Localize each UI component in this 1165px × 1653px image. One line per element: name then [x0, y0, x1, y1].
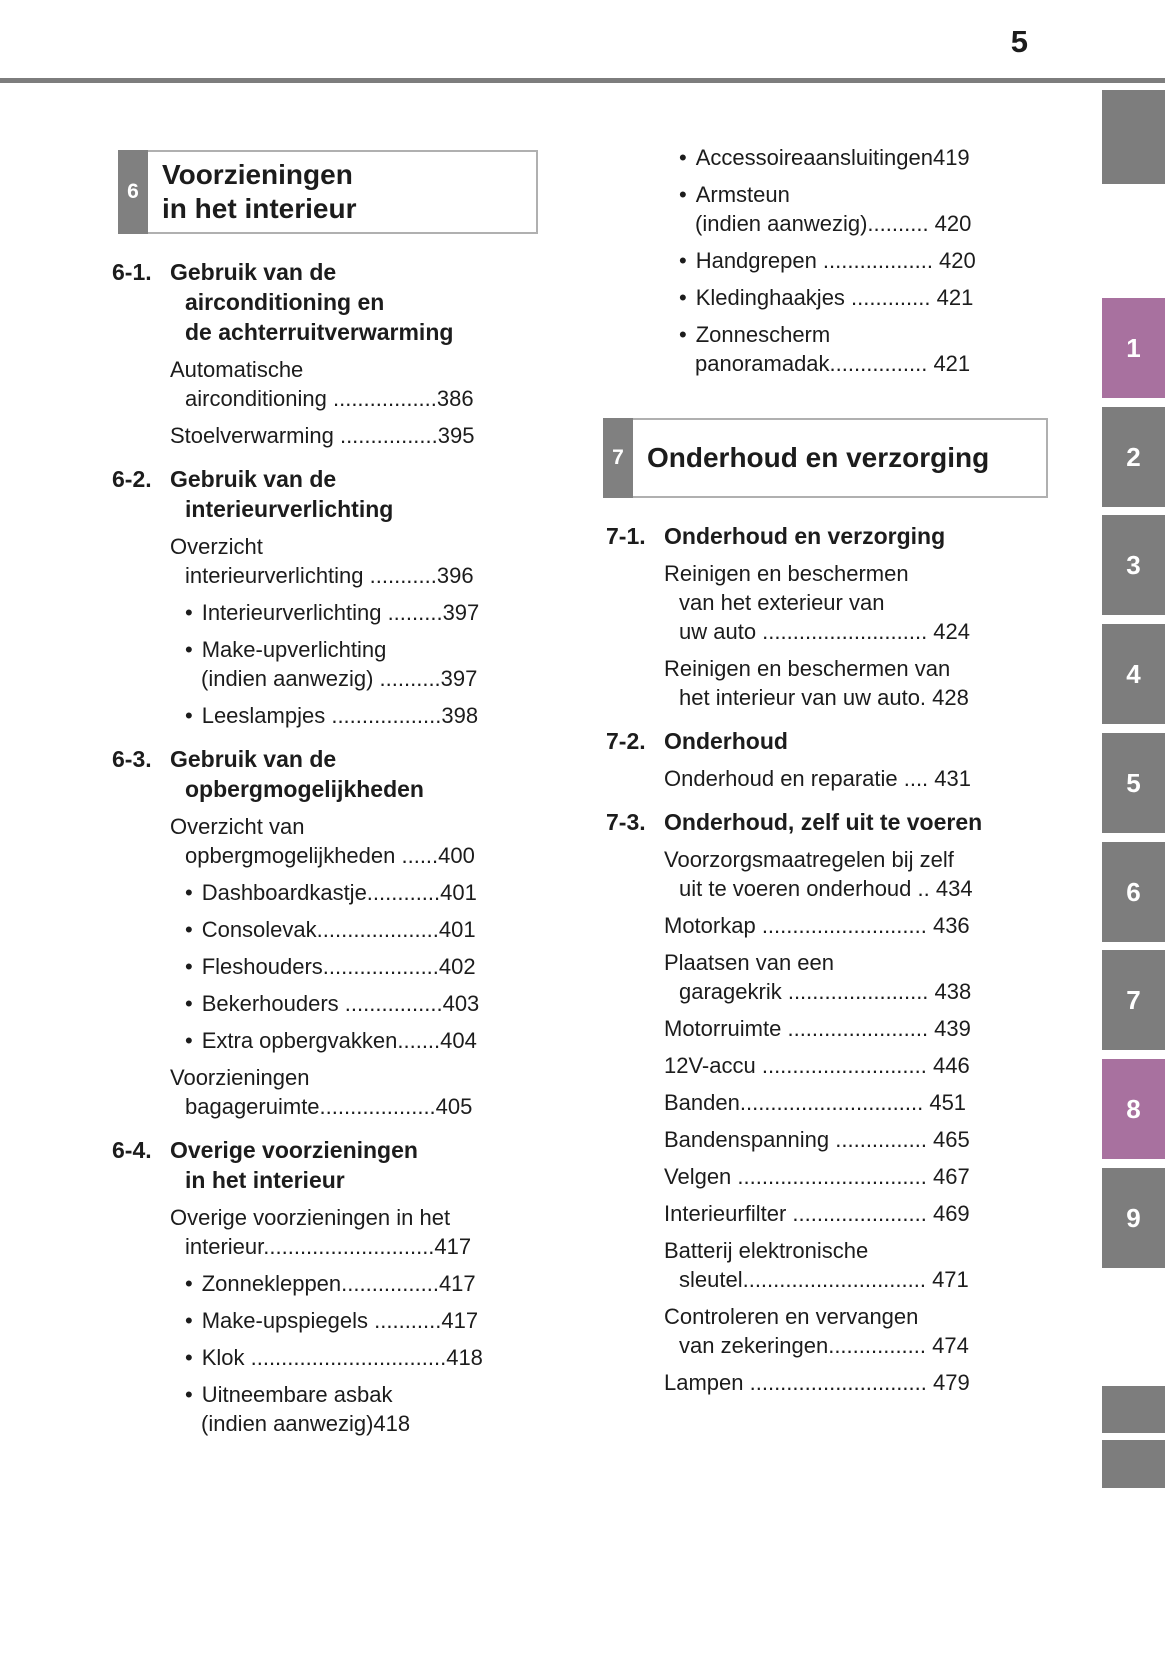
toc-line: [664, 320, 1046, 349]
chapter-tab-5: 5: [1102, 733, 1165, 833]
toc-line: Onderhoud en reparatie .... 431: [664, 766, 971, 791]
toc-line: Gebruik van de: [170, 466, 337, 492]
toc-line: Gebruik van de: [170, 746, 337, 772]
bullet-marker: •: [679, 248, 687, 273]
toc-line: Reinigen en beschermen: [664, 561, 909, 586]
toc-item: [170, 989, 514, 1018]
bullet-marker: •: [185, 1382, 193, 1407]
toc-line: Plaatsen van een: [664, 950, 835, 975]
toc-line: Reinigen en beschermen van: [664, 656, 951, 681]
toc-line-text: Handgrepen .................. 420: [695, 248, 976, 273]
toc-item: [664, 1302, 1046, 1360]
toc-line-text: Uitneembare asbak: [201, 1382, 393, 1407]
toc-line: (indien aanwezig) ..........397: [201, 666, 478, 691]
toc-item: [664, 764, 1046, 793]
toc-section-6-4: [112, 1135, 514, 1438]
toc-line: Controleren en vervangen: [664, 1304, 919, 1329]
bullet-marker: •: [185, 880, 193, 905]
toc-line: 12V-accu ........................... 446: [664, 1053, 970, 1078]
toc-line: van zekeringen................ 474: [679, 1333, 969, 1358]
toc-line: (indien aanwezig).......... 420: [695, 211, 972, 236]
toc-line: Overige voorzieningen: [170, 1137, 418, 1163]
chapter-box-6: [118, 150, 538, 234]
toc-section-6-3: [112, 744, 514, 1121]
chapter-title-line: Voorzieningen: [162, 159, 353, 190]
toc-line: Overzicht van: [170, 814, 305, 839]
toc-line: Onderhoud, zelf uit te voeren: [664, 809, 983, 835]
section-number: 6-4.: [112, 1137, 152, 1163]
section-body: [170, 1135, 514, 1438]
side-spacer-block-bottom-1: [1102, 1386, 1165, 1433]
section-heading: [170, 744, 514, 804]
toc-item: [664, 143, 1046, 172]
section-number: 6-2.: [112, 466, 152, 492]
section-heading: [664, 726, 1046, 756]
toc-section-7-3: [606, 807, 1046, 1397]
toc-line-text: Extra opbergvakken.......404: [201, 1028, 477, 1053]
header-rule: [0, 78, 1165, 83]
toc-line: opbergmogelijkheden: [185, 776, 424, 802]
toc-line: van het exterieur van: [679, 590, 885, 615]
toc-line: Voorzorgsmaatregelen bij zelf: [664, 847, 954, 872]
toc-line: in het interieur: [185, 1167, 345, 1193]
toc-item: [664, 1051, 1046, 1080]
toc-line: Overige voorzieningen in het: [170, 1205, 451, 1230]
toc-line: Stoelverwarming ................395: [170, 423, 475, 448]
toc-line-text: Zonnekleppen................417: [201, 1271, 476, 1296]
side-spacer-block-bottom-2: [1102, 1440, 1165, 1488]
toc-line: Interieurfilter ...................... 469: [664, 1201, 970, 1226]
toc-column-left: [112, 150, 514, 1438]
toc-line: [664, 246, 1046, 275]
toc-item: [664, 845, 1046, 903]
toc-line: [170, 598, 514, 627]
toc-item: [170, 701, 514, 730]
toc-line: [170, 1380, 514, 1409]
chapter-title-line: in het interieur: [162, 193, 357, 224]
toc-item: [664, 1199, 1046, 1228]
toc-line: Bandenspanning ............... 465: [664, 1127, 970, 1152]
side-spacer-block-top: [1102, 90, 1165, 184]
page-number: 5: [1010, 24, 1028, 59]
toc-line: Onderhoud en verzorging: [664, 523, 946, 549]
toc-line: (indien aanwezig)418: [201, 1411, 411, 1436]
section-heading: [170, 1135, 514, 1195]
toc-line: het interieur van uw auto. 428: [679, 685, 969, 710]
toc-item: [664, 1162, 1046, 1191]
chapter-title: [148, 150, 538, 234]
toc-line: garagekrik ....................... 438: [679, 979, 972, 1004]
toc-line: interieurverlichting: [185, 496, 394, 522]
toc-line-text: Klok ................................418: [201, 1345, 483, 1370]
toc-line: [170, 952, 514, 981]
section-number: 7-2.: [606, 728, 646, 754]
chapter-tab-4: 4: [1102, 624, 1165, 724]
toc-line: interieurverlichting ...........396: [185, 563, 474, 588]
toc-line: [170, 1026, 514, 1055]
section-body: [664, 521, 1046, 712]
toc-line-text: Leeslampjes ..................398: [201, 703, 479, 728]
chapter-title: [633, 418, 1048, 498]
toc-line: [170, 878, 514, 907]
toc-item: [170, 812, 514, 870]
toc-item: [170, 1269, 514, 1298]
bullet-marker: •: [185, 954, 193, 979]
section-number: 7-1.: [606, 523, 646, 549]
toc-item: [170, 532, 514, 590]
toc-line: Lampen ............................. 479: [664, 1370, 970, 1395]
toc-line: Overzicht: [170, 534, 263, 559]
toc-item: [170, 1306, 514, 1335]
toc-section-7-2: [606, 726, 1046, 793]
section-heading: [170, 464, 514, 524]
toc-line: opbergmogelijkheden ......400: [185, 843, 475, 868]
chapter-box-7: [603, 418, 1048, 498]
toc-line-text: Kledinghaakjes ............. 421: [695, 285, 974, 310]
bullet-marker: •: [185, 1345, 193, 1370]
toc-line-text: Dashboardkastje............401: [201, 880, 477, 905]
toc-line: [170, 1306, 514, 1335]
chapter-tab-9: 9: [1102, 1168, 1165, 1268]
chapter-tab-2: 2: [1102, 407, 1165, 507]
toc-line: Onderhoud: [664, 728, 788, 754]
toc-line: panoramadak................ 421: [695, 351, 971, 376]
toc-line-text: Zonnescherm: [695, 322, 831, 347]
toc-item: [664, 911, 1046, 940]
toc-line: [664, 143, 1046, 172]
toc-line: Motorruimte ....................... 439: [664, 1016, 971, 1041]
bullet-marker: •: [185, 600, 193, 625]
toc-item: [664, 1236, 1046, 1294]
section-body: [170, 257, 514, 450]
toc-item: [170, 598, 514, 627]
toc-item: [664, 1014, 1046, 1043]
toc-line: [170, 915, 514, 944]
toc-item: [170, 355, 514, 413]
chapter-tab-1: 1: [1102, 298, 1165, 398]
toc-line: sleutel.............................. 471: [679, 1267, 969, 1292]
bullet-marker: •: [185, 917, 193, 942]
toc-item: [170, 635, 514, 693]
bullet-marker: •: [679, 145, 687, 170]
toc-item: [664, 1368, 1046, 1397]
toc-line-text: Make-upspiegels ...........417: [201, 1308, 479, 1333]
bullet-marker: •: [185, 1308, 193, 1333]
toc-line-text: Fleshouders...................402: [201, 954, 476, 979]
toc-item: [170, 1380, 514, 1438]
toc-item: [664, 559, 1046, 646]
toc-line-text: Accessoireaansluitingen419: [695, 145, 970, 170]
toc-line: de achterruitverwarming: [185, 319, 454, 345]
bullet-marker: •: [185, 1028, 193, 1053]
section-body: [664, 726, 1046, 793]
chapter-number-badge: 7: [603, 418, 633, 498]
toc-line: uw auto ........................... 424: [679, 619, 971, 644]
toc-line: Automatische: [170, 357, 304, 382]
toc-line: [170, 701, 514, 730]
toc-item: [664, 1125, 1046, 1154]
toc-line: bagageruimte...................405: [185, 1094, 473, 1119]
toc-leading-items: [606, 143, 1046, 378]
chapter-tab-7: 7: [1102, 950, 1165, 1050]
section-heading: [170, 257, 514, 347]
toc-line: airconditioning en: [185, 289, 385, 315]
toc-line: Motorkap ........................... 436: [664, 913, 970, 938]
toc-item: [664, 283, 1046, 312]
toc-section-6-2: [112, 464, 514, 730]
chapter-tab-6: 6: [1102, 842, 1165, 942]
toc-line: Velgen ............................... 467: [664, 1164, 970, 1189]
section-body: [170, 464, 514, 730]
toc-line: interieur............................417: [185, 1234, 472, 1259]
chapter-tab-8: 8: [1102, 1059, 1165, 1159]
toc-column-right: [606, 143, 1046, 1397]
section-heading: [664, 521, 1046, 551]
toc-item: [664, 180, 1046, 238]
toc-item: [170, 1203, 514, 1261]
toc-line-text: Armsteun: [695, 182, 790, 207]
toc-item: [170, 1063, 514, 1121]
toc-item: [170, 1343, 514, 1372]
toc-item: [664, 1088, 1046, 1117]
toc-item: [664, 654, 1046, 712]
bullet-marker: •: [679, 285, 687, 310]
toc-line: uit te voeren onderhoud .. 434: [679, 876, 973, 901]
toc-line: [170, 1269, 514, 1298]
toc-line: Voorzieningen: [170, 1065, 310, 1090]
bullet-marker: •: [679, 182, 687, 207]
bullet-marker: •: [679, 322, 687, 347]
chapter-tab-3: 3: [1102, 515, 1165, 615]
toc-item: [170, 878, 514, 907]
toc-line: [170, 635, 514, 664]
bullet-marker: •: [185, 637, 193, 662]
toc-line: airconditioning .................386: [185, 386, 474, 411]
toc-line: [170, 989, 514, 1018]
toc-item: [664, 948, 1046, 1006]
toc-line: [664, 283, 1046, 312]
toc-section-7-1: [606, 521, 1046, 712]
toc-item: [664, 320, 1046, 378]
toc-line-text: Interieurverlichting .........397: [201, 600, 480, 625]
toc-line: Banden.............................. 451: [664, 1090, 967, 1115]
toc-section-6-1: [112, 257, 514, 450]
toc-item: [170, 952, 514, 981]
chapter-number-badge: 6: [118, 150, 148, 234]
toc-line: Gebruik van de: [170, 259, 337, 285]
toc-line-text: Consolevak....................401: [201, 917, 476, 942]
bullet-marker: •: [185, 703, 193, 728]
toc-line-text: Bekerhouders ................403: [201, 991, 480, 1016]
section-number: 6-1.: [112, 259, 152, 285]
toc-item: [664, 246, 1046, 275]
section-heading: [664, 807, 1046, 837]
bullet-marker: •: [185, 991, 193, 1016]
chapter-title-line: Onderhoud en verzorging: [647, 442, 990, 473]
toc-item: [170, 1026, 514, 1055]
toc-line-text: Make-upverlichting: [201, 637, 387, 662]
bullet-marker: •: [185, 1271, 193, 1296]
toc-line: Batterij elektronische: [664, 1238, 869, 1263]
toc-line: [170, 1343, 514, 1372]
section-number: 6-3.: [112, 746, 152, 772]
toc-item: [170, 421, 514, 450]
toc-item: [170, 915, 514, 944]
toc-line: [664, 180, 1046, 209]
section-number: 7-3.: [606, 809, 646, 835]
section-body: [664, 807, 1046, 1397]
section-body: [170, 744, 514, 1121]
